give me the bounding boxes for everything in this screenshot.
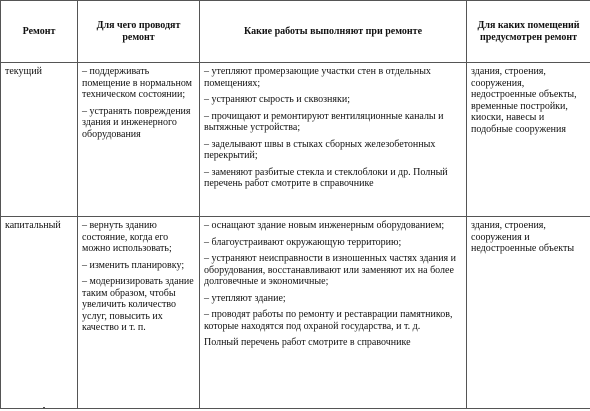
table-row-current-repair <box>1 63 590 217</box>
purpose-item: – модернизировать здание таким образом, чтобы увеличить количество услуг, повысить их качество и т. п. <box>82 276 194 333</box>
works-cell <box>200 217 467 409</box>
works-item: – оснащают здание новым инженерным оборудованием; <box>204 220 445 231</box>
purpose-item: – устранять повреждения здания и инженерного оборудования <box>82 105 191 140</box>
header-works: Какие работы выполняют при ремонте <box>200 1 467 63</box>
works-cell <box>200 63 467 217</box>
purpose-cell <box>78 63 200 217</box>
works-item: – проводят работы по ремонту и реставрации памятников, которые находятся под охраной государства, и т. д. <box>204 309 453 332</box>
header-premises: Для каких помещений предусмотрен ремонт <box>467 1 590 63</box>
works-item: – благоустраивают окружающую территорию; <box>204 236 402 248</box>
works-item: – прочищают и ремонтируют вентиляционные каналы и вытяжные устройства; <box>204 110 444 133</box>
purpose-item: – поддерживать помещение в нормальном техническом состоянии; <box>82 66 192 100</box>
header-repair: Ремонт <box>1 1 78 63</box>
works-item: – заменяют разбитые стекла и стеклоблоки и др. Полный перечень работ смотрите в справочнике <box>204 166 448 189</box>
footnote-mark <box>43 407 45 409</box>
table-row-capital-repair <box>1 217 590 409</box>
premises-cell: здания, строения, сооружения и недостроенные объекты <box>467 217 590 409</box>
repair-type-cell: капитальный <box>1 217 78 409</box>
works-item: Полный перечень работ смотрите в справочнике <box>204 337 411 348</box>
purpose-cell <box>78 217 200 409</box>
works-item: – утепляют здание; <box>204 292 286 304</box>
works-item: – заделывают швы в стыках сборных железобетонных перекрытий; <box>204 138 436 161</box>
works-item: – устраняют сырость и сквозняки; <box>204 94 350 105</box>
works-item: – устраняют неисправности в изношенных частях здания и оборудования, восстанавливают или заменяют их на более долговечные и экономичные; <box>204 253 457 287</box>
purpose-item: – вернуть зданию состояние, когда его можно использовать; <box>82 220 172 254</box>
header-purpose: Для чего проводят ремонт <box>78 1 200 63</box>
table-header-row <box>1 1 590 63</box>
repair-type-cell: текущий <box>1 63 78 217</box>
premises-cell: здания, строения, сооружения, недостроенные объекты, временные постройки, киоски, навесы и подобные сооружения <box>467 63 590 217</box>
works-item: – утепляют промерзающие участки стен в отдельных помещениях; <box>204 66 431 89</box>
purpose-item: – изменить планировку; <box>82 259 185 271</box>
